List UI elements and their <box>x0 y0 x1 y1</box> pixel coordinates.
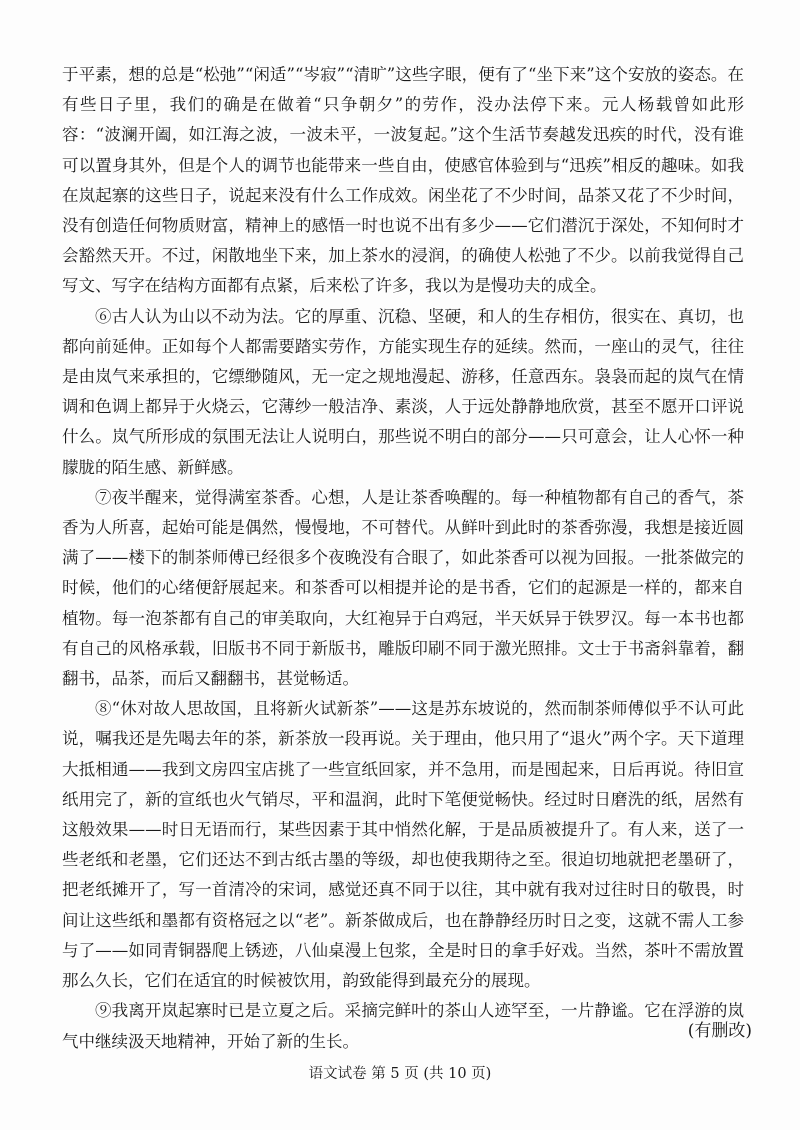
paragraph-8: ⑧“休对故人思故国，且将新火试新茶”——这是苏东坡说的，然而制茶师傅似乎不认可此说，嘱我还是先喝去年的茶，新茶放一段再说。关于理由，他只用了“退火”两个字。天下道理大抵相通——我到文房四宝店挑了一些宣纸回家，并不急用，而是囤起来，日后再说。待旧宣纸用完了，新的宣纸也火气销尽，平和温润，此时下笔便觉畅快。经过时日磨洗的纸，居然有这般效果——时日无语而行，某些因素于其中悄然化解，于是品质被提升了。有人来，送了一些老纸和老墨，它们还达不到古纸古墨的等级，却也使我期待之至。很迫切地就把老墨研了，把老纸摊开了，写一首清冷的宋词，感觉还真不同于以往，其中就有我对过往时日的敬畏，时间让这些纸和墨都有资格冠之以“老”。新茶做成后，也在静静经历时日之变，这就不需人工参与了——如同青铜器爬上锈迹，八仙桌漫上包浆，全是时日的拿手好戏。当然，茶叶不需放置那么久长，它们在适宜的时候被饮用，韵致能得到最充分的展现。 <box>62 699 744 991</box>
paragraph-6: ⑥古人认为山以不动为法。它的厚重、沉稳、坚硬，和人的生存相仿，很实在、真切，也都向前延伸。正如每个人都需要踏实劳作，方能实现生存的延续。然而，一座山的灵气，往往是由岚气来承担的，它缥缈随风，无一定之规地漫起、游移，任意西东。袅袅而起的岚气在情调和色调上都异于火烧云，它薄纱一般洁净、素淡，人于远处静静地欣赏，甚至不愿开口评说什么。岚气所形成的氛围无法让人说明白，那些说不明白的部分——只可意会，让人心怀一种朦胧的陌生感、新鲜感。 <box>62 306 744 477</box>
paragraph-continuation: 于平素，想的总是“松弛”“闲适”“岑寂”“清旷”这些字眼，便有了“坐下来”这个安放的姿态。在有些日子里，我们的确是在做着“只争朝夕”的劳作，没办法停下来。元人杨载曾如此形容：“波澜开阖，如江海之波，一波未平，一波复起。”这个生活节奏越发迅疾的时代，没有谁可以置身其外，但是个人的调节也能带来一些自由，使感官体验到与“迅疾”相反的趣味。如我在岚起寨的这些日子，说起来没有什么工作成效。闲坐花了不少时间，品茶又花了不少时间，没有创造任何物质财富，精神上的感悟一时也说不出有多少——它们潜沉于深处，不知何时才会豁然天开。不过，闲散地坐下来，加上茶水的浸润，的确使人松弛了不少。以前我觉得自己写文、写字在结构方面都有点紧，后来松了许多，我以为是慢功夫的成全。 <box>62 65 744 296</box>
paragraph-7: ⑦夜半醒来，觉得满室茶香。心想，人是让茶香唤醒的。每一种植物都有自己的香气，茶香为人所喜，起始可能是偶然，慢慢地，不可替代。从鲜叶到此时的茶香弥漫，我想是接近圆满了——楼下的制茶师傅已经很多个夜晚没有合眼了，如此茶香可以视为回报。一批茶做完的时候，他们的心绪便舒展起来。和茶香可以相提并论的是书香，它们的起源是一样的，都来自植物。每一泡茶都有自己的审美取向，大红袍异于白鸡冠，半天妖异于铁罗汉。每一本书也都有自己的风格承载，旧版书不同于新版书，雕版印刷不同于激光照排。文士于书斋斜靠着，翻翻书，品茶，而后又翻翻书，甚觉畅适。 <box>62 487 744 689</box>
passage-body <box>62 60 744 1057</box>
page-footer: 语文试卷 第 5 页 (共 10 页) <box>308 1066 492 1082</box>
paragraph-9: ⑨我离开岚起寨时已是立夏之后。采摘完鲜叶的茶山人迹罕至，一片静谧。它在浮游的岚气中继续汲天地精神，开始了新的生长。 <box>62 1001 744 1051</box>
abridged-note: (有删改) <box>687 1021 752 1041</box>
